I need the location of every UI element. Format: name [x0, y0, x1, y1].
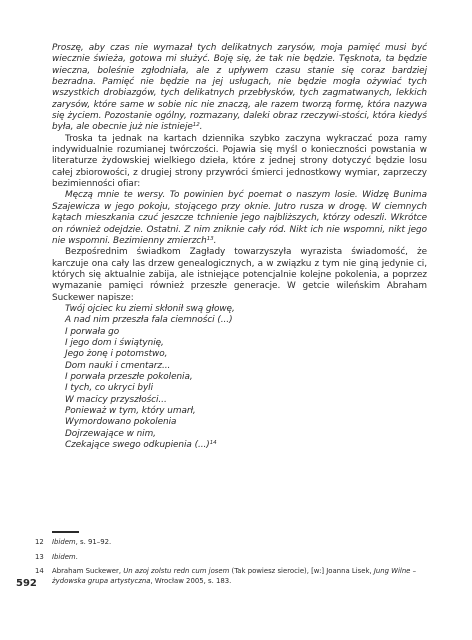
body-paragraph-2 — [52, 134, 427, 191]
quote-line: bardziej bezradna. Pamięć nie będzie na jej usługach, nie będzie mogła ożywiać — [52, 65, 427, 88]
quote-paragraph-1 — [52, 43, 427, 134]
main-text — [52, 43, 427, 451]
poem-quote — [52, 304, 427, 451]
quote-line: być wiecznie świeża, gotowa mi służyć. Boję się, że tak nie będzie. Tęsknota, — [52, 43, 428, 65]
footnote-text — [52, 538, 435, 548]
footnote-number: 13 — [35, 552, 44, 561]
footnote-author: Abraham Suckewer, — [52, 567, 124, 576]
poem-line: A nad nim przeszła fala ciemności (...) — [65, 315, 233, 326]
footnote-rest: , s. 91–92. — [75, 538, 112, 546]
poem-line: Dojrzewające w nim, — [65, 428, 156, 439]
quote-line: ta będzie wieczna, boleśnie zgłodniała, ale z upływem czasu stanie się coraz — [52, 54, 428, 76]
footnote-separator — [52, 531, 79, 533]
footnote-13 — [35, 553, 435, 563]
quote-line: Proszę, aby czas nie wymazał tych delikatnych zarysów, moja pamięć musi — [52, 43, 407, 53]
poem-line-text: Czekające swego odkupienia (...) — [65, 440, 210, 451]
footnote-italic: Ibidem — [52, 552, 76, 561]
poem-line-last — [65, 440, 427, 451]
quote-line: lekkich zarysów, które same w sobie nic nie znaczą, ale razem tworzą formę, — [52, 88, 427, 110]
footnote-italic: Un azoj zolstu redn cum josem — [123, 567, 230, 576]
footnote-number: 12 — [35, 538, 44, 546]
page-number: 592 — [16, 578, 37, 589]
poem-line: Jego żonę i potomstwo, — [65, 349, 168, 360]
quote-paragraph-3 — [52, 190, 427, 247]
poem-line: W macicy przyszłości... — [65, 394, 167, 405]
paragraph-text: Troska ta jednak na kartach dziennika szybko zaczyna wykraczać poza ramy indywidualnie rozumianej twórczości. Pojawia się myśl o konieczności powstania w literaturze żydowskiej wielkiego dzieła, które z jednej strony dotyczyć będzie losu całej zbiorowości, z drugiej strony przywróci śmierci jednostkowy wymiar, zaprzeczy bezimienności ofiar: — [52, 133, 427, 190]
body-paragraph-4 — [52, 247, 427, 304]
poem-line: Wymordowano pokolenia — [65, 417, 177, 428]
footnote-italic: Jung Wilne – żydowska grupa artystyczna — [52, 567, 417, 585]
paragraph-text: Bezpośrednim świadkom Zagłady towarzyszyła wyrazista świadomość, że karczuje ona cały las drzew genealogicznych, a w związku z tym nie giną jedynie ci, których się aktualnie zabija, ale istniejące potencjalnie kolejne pokolenia, a poprzez wymazanie pamięci również przeszłe generacje. W getcie wileńskim Abraham Suckewer napisze: — [52, 247, 427, 303]
footnote-ref-14: 14 — [209, 440, 217, 447]
poem-line: Dom nauki i cmentarz... — [65, 360, 171, 371]
paragraph-text: Męczą mnie te wersy. To powinien być poemat o naszym losie. Widzę Bunima Szajewicza w jego pokoju, stojącego przy oknie. Jutro rusza w drogę. W ciemnych kątach mieszkania czuć jeszcze tchnienie jego najbliższych, którzy odeszli. Wkrótce on również odejdzie. Ostatni. Z nim zniknie cały ród. Nikt ich nie wspomni, nikt jego nie wspomni. Bezimienny zmierzch — [52, 190, 427, 246]
quote-line: która nazywa się życiem. Pozostanie ogólny, rozmazany, daleki obraz rzeczywi- — [52, 99, 427, 122]
poem-line: I porwała przeszłe pokolenia, — [65, 371, 193, 382]
footnote-ref-13: 13 — [206, 235, 214, 242]
footnote-text — [52, 567, 435, 586]
quote-line: stości, która kiedyś była, ale obecnie już nie istnieje — [52, 111, 427, 133]
poem-line: I jego dom i świątynię, — [65, 337, 164, 348]
footnote-ref-12: 12 — [192, 122, 200, 129]
footnote-14 — [35, 567, 435, 586]
footnote-number: 14 — [35, 567, 44, 576]
footnote-italic: Ibidem — [52, 538, 76, 546]
poem-line: I porwała go — [65, 326, 120, 337]
footnote-12 — [35, 538, 435, 548]
footnote-rest: , Wrocław 2005, s. 183. — [150, 576, 232, 585]
footnote-text — [52, 553, 435, 563]
footnotes — [35, 538, 435, 591]
punctuation: . — [199, 122, 203, 133]
quote-line: tych wszystkich drobiazgów, tych delikatnych przebłysków, tych zagmatwanych, — [52, 77, 427, 99]
punctuation: . — [213, 235, 217, 246]
poem-line: Ponieważ w tym, który umarł, — [65, 406, 196, 416]
poem-line: Twój ojciec ku ziemi skłonił swą głowę, — [65, 303, 235, 314]
poem-line: I tych, co ukryci byli — [65, 383, 153, 394]
footnote-rest: . — [75, 552, 78, 561]
footnote-middle: (Tak powiesz sierocie), [w:] Joanna Lisek, — [229, 567, 374, 576]
